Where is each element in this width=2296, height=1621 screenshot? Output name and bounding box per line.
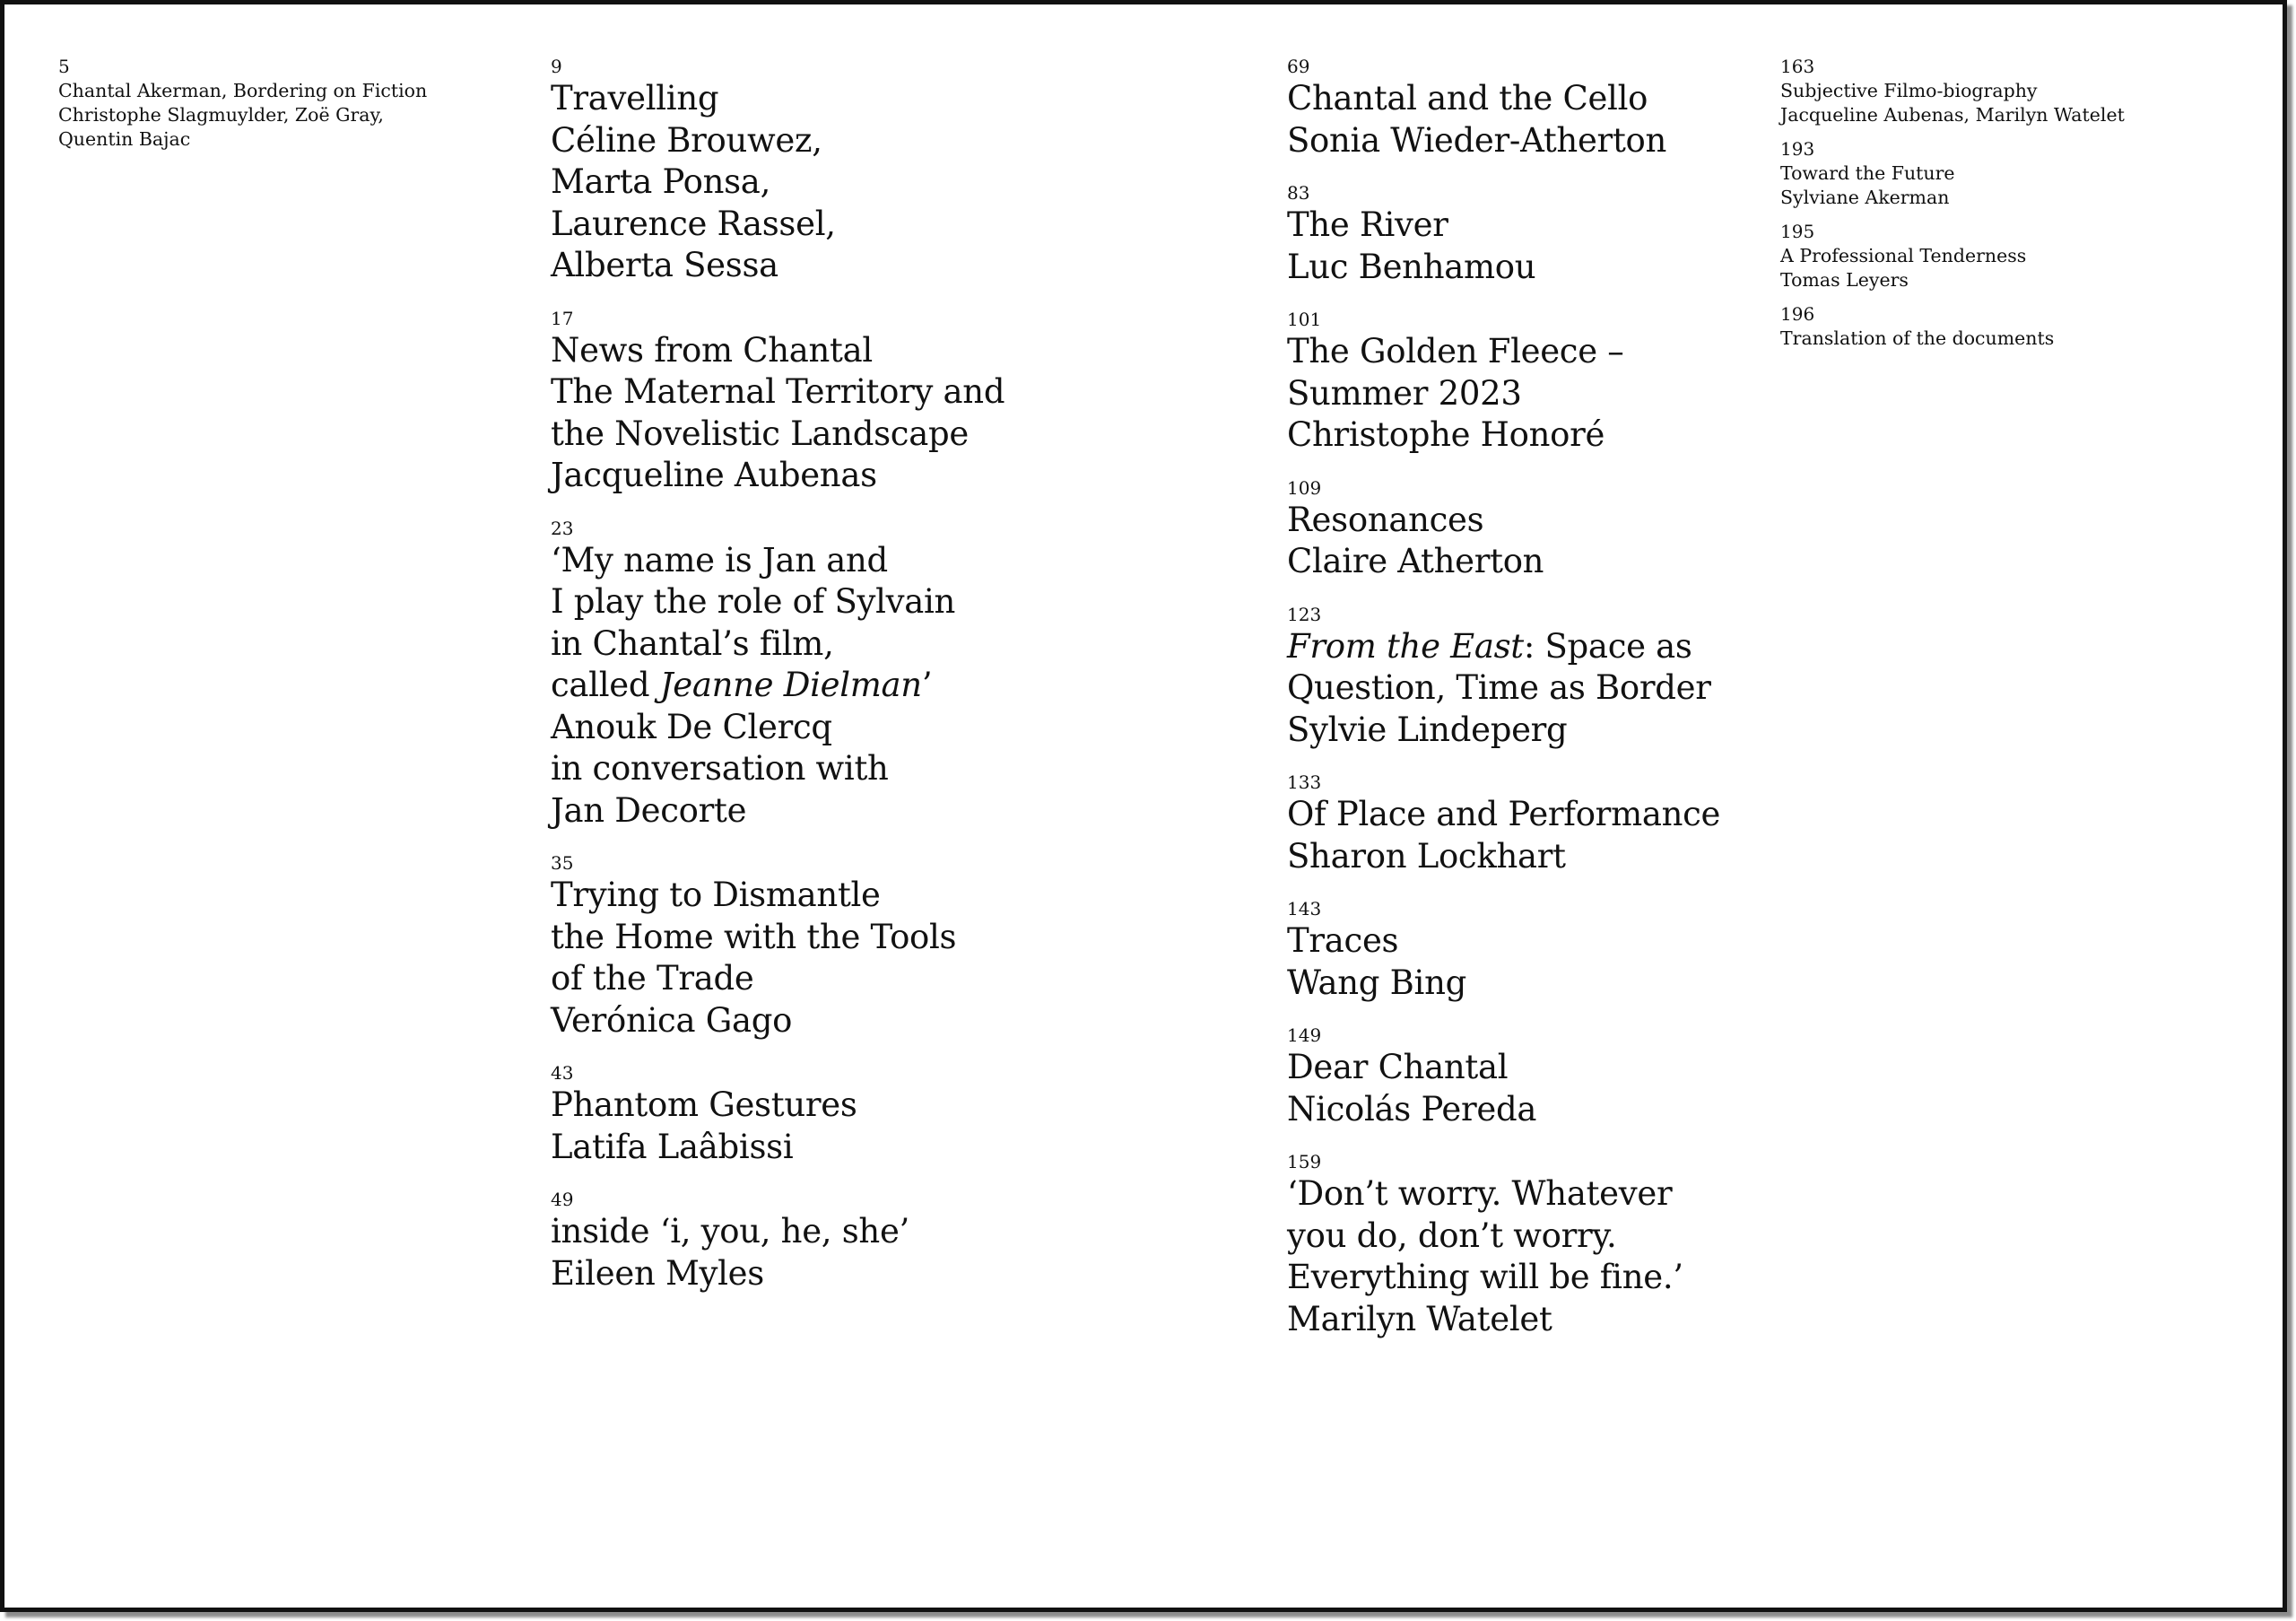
toc-entry xyxy=(551,307,1053,497)
entry-author: Christophe Honoré xyxy=(1287,415,1605,454)
entry-author: Latifa Laâbissi xyxy=(551,1127,794,1166)
toc-entry xyxy=(551,1188,1053,1294)
toc-column-1 xyxy=(58,55,471,152)
entry-title: Phantom Gestures xyxy=(551,1085,857,1124)
toc-entry xyxy=(1287,1024,1753,1130)
film-title: Jeanne Dielman xyxy=(659,666,922,704)
toc-entry xyxy=(1287,476,1753,583)
entry-authors: Quentin Bajac xyxy=(58,128,191,150)
entry-author: Laurence Rassel, xyxy=(551,204,836,243)
entry-author: Sylviane Akerman xyxy=(1780,187,1950,208)
entry-title: News from Chantal xyxy=(551,330,873,370)
entry-subtitle: the Novelistic Landscape xyxy=(551,414,969,453)
page-number: 9 xyxy=(551,56,562,77)
entry-title: of the Trade xyxy=(551,959,754,998)
entry-title xyxy=(1287,626,1753,668)
toc-entry xyxy=(551,1061,1053,1168)
entry-title: Dear Chantal xyxy=(1287,1048,1509,1086)
entry-title: Question, Time as Border xyxy=(1287,668,1711,707)
page-number: 193 xyxy=(1780,138,1815,160)
page-number: 163 xyxy=(1780,56,1815,77)
toc-entry xyxy=(58,55,471,152)
page-number: 101 xyxy=(1287,309,1322,330)
toc-entry xyxy=(551,851,1053,1041)
entry-title-part: ’ xyxy=(921,666,933,704)
page-number: 17 xyxy=(551,307,574,329)
entry-title: Chantal and the Cello xyxy=(1287,79,1648,118)
entry-author: Tomas Leyers xyxy=(1780,269,1909,291)
entry-title-part: : Space as xyxy=(1523,626,1692,666)
entry-title: you do, don’t worry. xyxy=(1287,1216,1617,1255)
page-number: 123 xyxy=(1287,603,1322,625)
toc-entry xyxy=(551,517,1053,832)
toc-entry xyxy=(1287,897,1753,1004)
entry-title: Subjective Filmo-biography xyxy=(1780,80,2038,101)
toc-column-4 xyxy=(1780,55,2229,351)
entry-title: Chantal Akerman, Bordering on Fiction xyxy=(58,80,428,101)
page-number: 195 xyxy=(1780,221,1815,242)
entry-title: in Chantal’s film, xyxy=(551,623,834,663)
toc-column-2 xyxy=(551,55,1053,1294)
entry-title: Trying to Dismantle xyxy=(551,876,881,914)
page-number: 143 xyxy=(1287,898,1322,919)
toc-column-3 xyxy=(1287,55,1753,1340)
entry-authors: Jacqueline Aubenas, Marilyn Watelet xyxy=(1780,104,2125,126)
page-number: 35 xyxy=(551,852,574,874)
toc-entry xyxy=(1780,55,2229,127)
entry-title xyxy=(551,665,1053,707)
entry-title: I play the role of Sylvain xyxy=(551,582,956,621)
entry-title: ‘Don’t worry. Whatever xyxy=(1287,1174,1673,1213)
entry-author: Claire Atherton xyxy=(1287,542,1544,580)
page-number: 149 xyxy=(1287,1024,1322,1046)
entry-author: Eileen Myles xyxy=(551,1253,764,1293)
toc-entry xyxy=(1780,220,2229,292)
entry-authors: Christophe Slagmuylder, Zoë Gray, xyxy=(58,104,384,126)
entry-author: Wang Bing xyxy=(1287,963,1466,1002)
entry-title: Summer 2023 xyxy=(1287,373,1522,413)
entry-title: The River xyxy=(1287,205,1448,244)
entry-title: the Home with the Tools xyxy=(551,917,957,956)
film-title: From the East xyxy=(1287,626,1524,666)
entry-author: Jan Decorte xyxy=(551,790,747,830)
page-number: 49 xyxy=(551,1189,574,1210)
entry-author: Anouk De Clercq xyxy=(551,707,832,746)
toc-entry xyxy=(1287,308,1753,457)
toc-entry xyxy=(1780,137,2229,210)
entry-author: Sharon Lockhart xyxy=(1287,836,1566,876)
entry-author: Luc Benhamou xyxy=(1287,247,1536,286)
toc-entry xyxy=(1287,181,1753,288)
toc-entry xyxy=(1287,1150,1753,1340)
entry-title: A Professional Tenderness xyxy=(1780,245,2027,266)
entry-author: Sonia Wieder-Atherton xyxy=(1287,120,1667,160)
toc-entry xyxy=(1287,55,1753,161)
page-number: 23 xyxy=(551,517,574,539)
page-number: 133 xyxy=(1287,771,1322,793)
entry-title: Translation of the documents xyxy=(1780,327,2055,349)
page-number: 69 xyxy=(1287,56,1310,77)
entry-title: Toward the Future xyxy=(1780,162,1955,184)
entry-title: ‘My name is Jan and xyxy=(551,540,888,580)
entry-author: Verónica Gago xyxy=(551,1000,793,1040)
toc-entry xyxy=(1780,302,2229,351)
entry-title: inside ‘i, you, he, she’ xyxy=(551,1212,909,1251)
page-number: 109 xyxy=(1287,476,1322,499)
toc-entry xyxy=(1287,771,1753,877)
entry-author: Sylvie Lindeperg xyxy=(1287,710,1568,749)
entry-title: Resonances xyxy=(1287,500,1484,539)
entry-author: Jacqueline Aubenas xyxy=(551,456,877,494)
entry-author: Marta Ponsa, xyxy=(551,162,771,201)
entry-title: Everything will be fine.’ xyxy=(1287,1258,1683,1296)
entry-title: Travelling xyxy=(551,79,719,118)
toc-entry xyxy=(551,55,1053,287)
page-number: 159 xyxy=(1287,1151,1322,1172)
entry-subtitle: The Maternal Territory and xyxy=(551,372,1005,411)
entry-title: Of Place and Performance xyxy=(1287,795,1721,833)
entry-author: Céline Brouwez, xyxy=(551,120,822,160)
entry-author: in conversation with xyxy=(551,749,889,788)
entry-title: Traces xyxy=(1287,921,1399,960)
entry-title: The Golden Fleece – xyxy=(1287,332,1624,370)
entry-author: Alberta Sessa xyxy=(551,246,778,284)
entry-author: Nicolás Pereda xyxy=(1287,1089,1537,1129)
page-number: 83 xyxy=(1287,182,1310,204)
page-number: 5 xyxy=(58,56,70,77)
page-number: 196 xyxy=(1780,303,1815,325)
page-number: 43 xyxy=(551,1062,574,1084)
entry-title-part: called xyxy=(551,666,660,704)
toc-entry xyxy=(1287,603,1753,752)
entry-author: Marilyn Watelet xyxy=(1287,1299,1552,1338)
